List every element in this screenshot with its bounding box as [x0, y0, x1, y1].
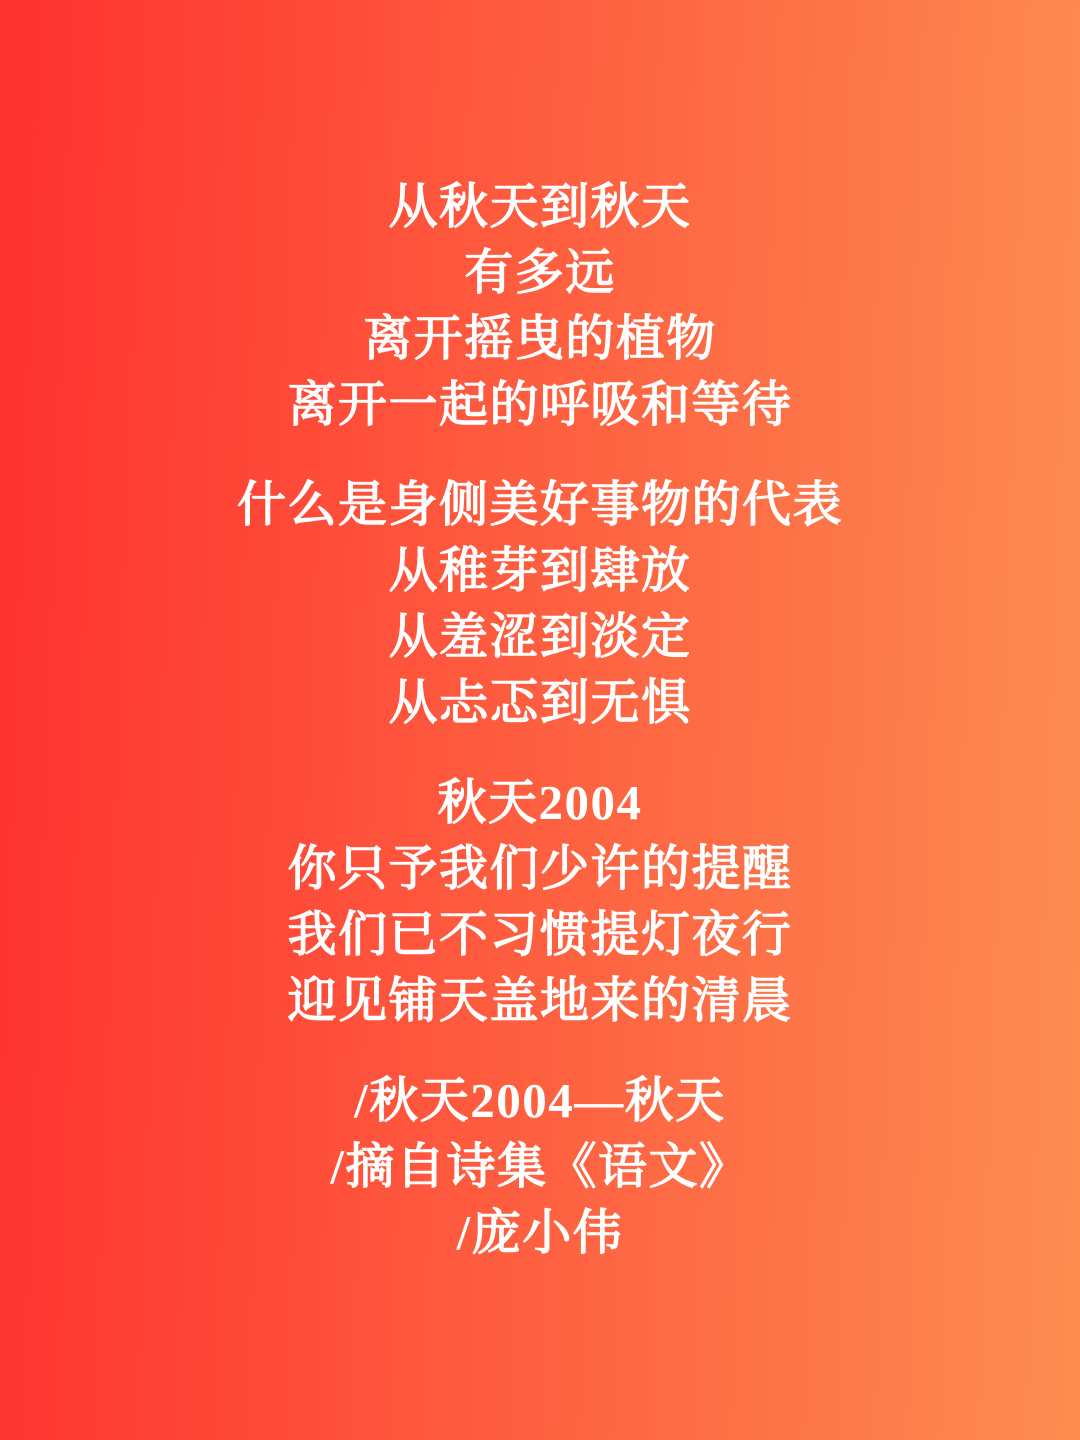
poem-line: 迎见铺天盖地来的清晨 [287, 973, 793, 1028]
poem-line: 什么是身侧美好事物的代表 [236, 477, 843, 532]
poem-line: 离开摇曳的植物 [363, 311, 717, 366]
poem-line: 秋天2004 [437, 775, 643, 830]
stanza [237, 472, 843, 736]
stanza [237, 1068, 843, 1266]
poem-line: 离开一起的呼吸和等待 [287, 377, 793, 432]
poem-line: /秋天2004—秋天 [354, 1073, 726, 1128]
poem-line: 我们已不习惯提灯夜行 [287, 907, 793, 962]
stanza [237, 174, 843, 438]
poem-line: 有多远 [464, 245, 616, 300]
poem-line: /庞小伟 [456, 1205, 624, 1260]
poem [237, 140, 843, 1300]
poem-line: 从忐忑到无惧 [388, 675, 692, 730]
poem-line: 你只予我们少许的提醒 [287, 841, 793, 896]
stanza [237, 770, 843, 1034]
poem-line: 从稚芽到肆放 [388, 543, 692, 598]
poem-line: /摘自诗集《语文》 [330, 1139, 750, 1194]
poem-line: 从秋天到秋天 [388, 179, 692, 234]
poem-line: 从羞涩到淡定 [388, 609, 692, 664]
